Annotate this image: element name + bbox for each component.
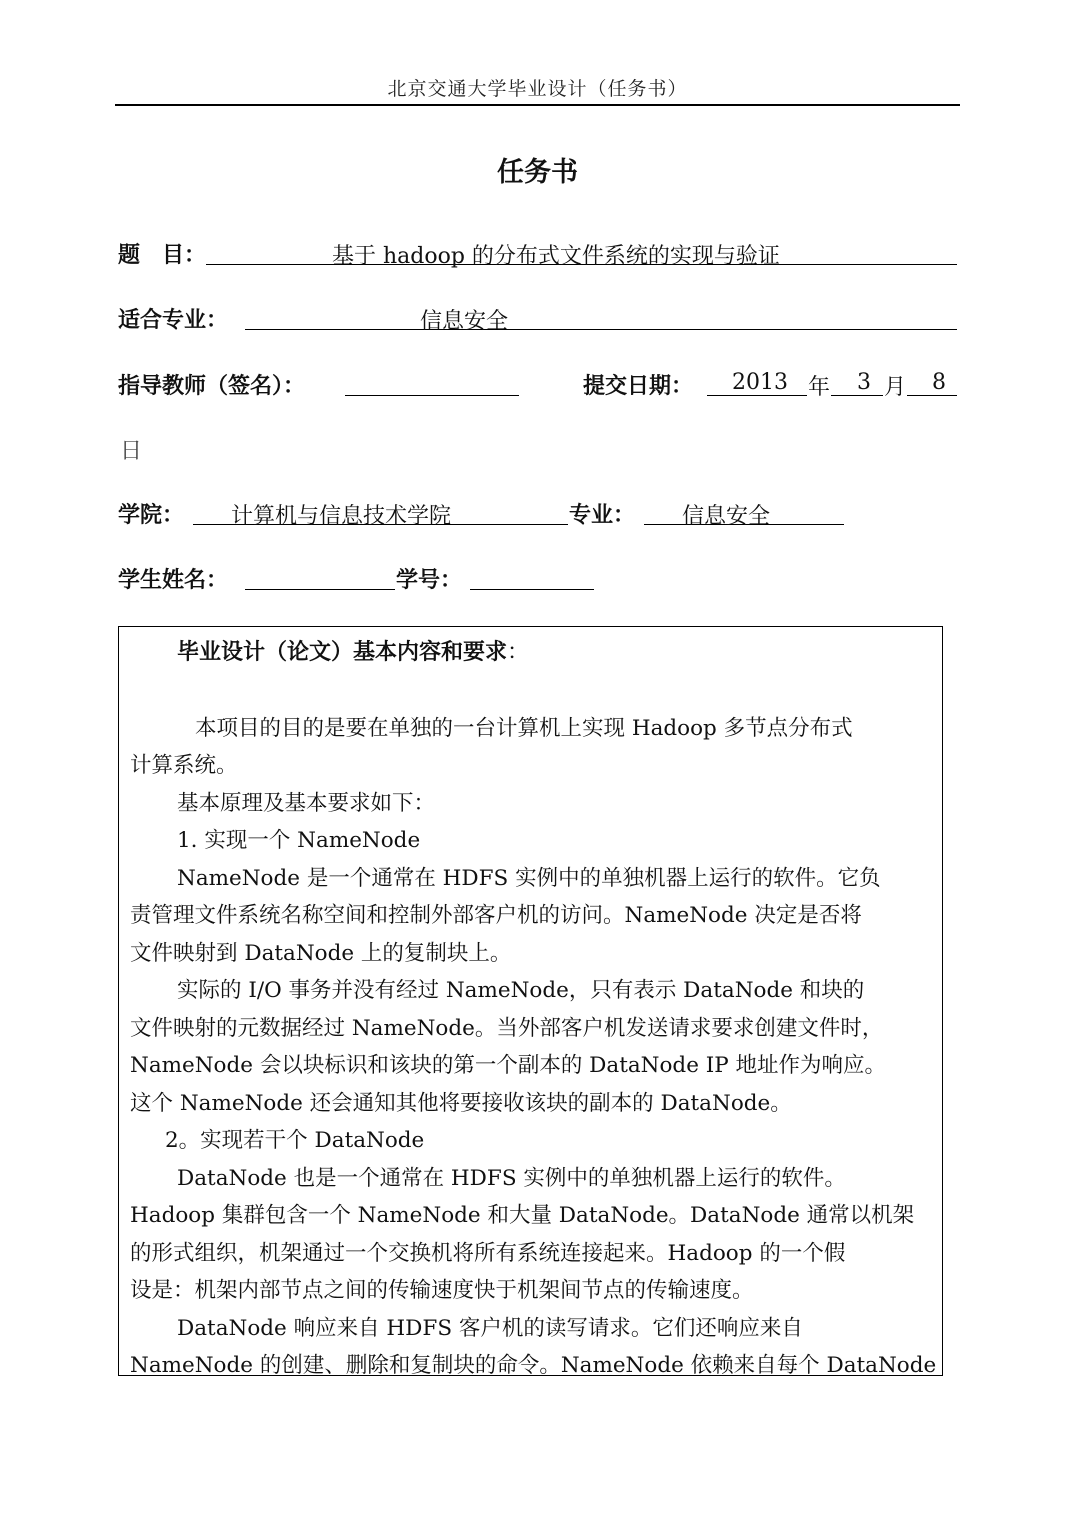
running-header: 北京交通大学毕业设计（任务书） bbox=[387, 78, 688, 100]
header-divider bbox=[115, 104, 960, 106]
requirements-heading bbox=[177, 635, 529, 666]
body-line: 责管理文件系统名称空间和控制外部客户机的访问。NameNode 决定是否将 bbox=[130, 903, 862, 928]
major-label: 专业： bbox=[569, 503, 636, 528]
body-line: 文件映射到 DataNode 上的复制块上。 bbox=[130, 941, 512, 966]
body-line: 设是：机架内部节点之间的传输速度快于机架间节点的传输速度。 bbox=[130, 1278, 754, 1303]
requirements-box bbox=[118, 626, 943, 1376]
college-value: 计算机与信息技术学院 bbox=[231, 504, 452, 529]
student-id-line bbox=[470, 589, 594, 590]
student-name-line bbox=[245, 589, 395, 590]
submit-year: 2013 bbox=[732, 370, 788, 395]
major-fit-underline bbox=[245, 329, 957, 330]
body-line: 实际的 I/O 事务并没有经过 NameNode，只有表示 DataNode 和块的 bbox=[177, 978, 865, 1003]
student-id-label: 学号： bbox=[396, 568, 463, 593]
month-unit: 月 bbox=[884, 375, 907, 400]
student-name-label: 学生姓名： bbox=[118, 568, 229, 593]
year-unit: 年 bbox=[808, 375, 831, 400]
topic-value: 基于 hadoop 的分布式文件系统的实现与验证 bbox=[332, 244, 780, 269]
body-line: 文件映射的元数据经过 NameNode。当外部客户机发送请求要求创建文件时， bbox=[130, 1016, 884, 1041]
body-line: 1. 实现一个 NameNode bbox=[177, 828, 421, 853]
body-line: NameNode 会以块标识和该块的第一个副本的 DataNode IP 地址作为响应。 bbox=[130, 1053, 887, 1078]
day-unit: 日 bbox=[120, 439, 143, 464]
body-line: 基本原理及基本要求如下： bbox=[177, 791, 436, 816]
submit-date-label: 提交日期： bbox=[583, 374, 694, 399]
body-line: Hadoop 集群包含一个 NameNode 和大量 DataNode。DataNode 通常以机架 bbox=[130, 1203, 915, 1228]
major-fit-value: 信息安全 bbox=[420, 309, 509, 334]
major-value: 信息安全 bbox=[682, 504, 771, 529]
advisor-signature-line bbox=[345, 395, 519, 396]
body-line: 的形式组织，机架通过一个交换机将所有系统连接起来。Hadoop 的一个假 bbox=[130, 1241, 846, 1266]
body-line: 计算系统。 bbox=[130, 753, 238, 778]
requirements-heading-colon: ： bbox=[507, 640, 530, 665]
body-line: DataNode 也是一个通常在 HDFS 实例中的单独机器上运行的软件。 bbox=[177, 1166, 846, 1191]
body-line: 这个 NameNode 还会通知其他将要接收该块的副本的 DataNode。 bbox=[130, 1091, 792, 1116]
submit-month-underline bbox=[831, 395, 883, 396]
submit-day: 8 bbox=[932, 370, 946, 395]
body-line: DataNode 响应来自 HDFS 客户机的读写请求。它们还响应来自 bbox=[177, 1316, 803, 1341]
submit-day-underline bbox=[907, 395, 957, 396]
major-fit-label: 适合专业： bbox=[118, 308, 229, 333]
body-line: 2。实现若干个 DataNode bbox=[165, 1128, 425, 1153]
body-line: NameNode 是一个通常在 HDFS 实例中的单独机器上运行的软件。它负 bbox=[177, 866, 881, 891]
document-title: 任务书 bbox=[497, 157, 578, 188]
body-line: NameNode 的创建、删除和复制块的命令。NameNode 依赖来自每个 DataNode bbox=[130, 1353, 937, 1376]
topic-label: 题 目： bbox=[118, 243, 207, 268]
requirements-heading-text: 毕业设计（论文）基本内容和要求 bbox=[177, 640, 508, 665]
college-label: 学院： bbox=[118, 503, 185, 528]
submit-month: 3 bbox=[857, 370, 871, 395]
body-line: 本项目的目的是要在单独的一台计算机上实现 Hadoop 多节点分布式 bbox=[195, 716, 853, 741]
advisor-label: 指导教师（签名）： bbox=[118, 374, 306, 399]
submit-year-underline bbox=[707, 395, 807, 396]
